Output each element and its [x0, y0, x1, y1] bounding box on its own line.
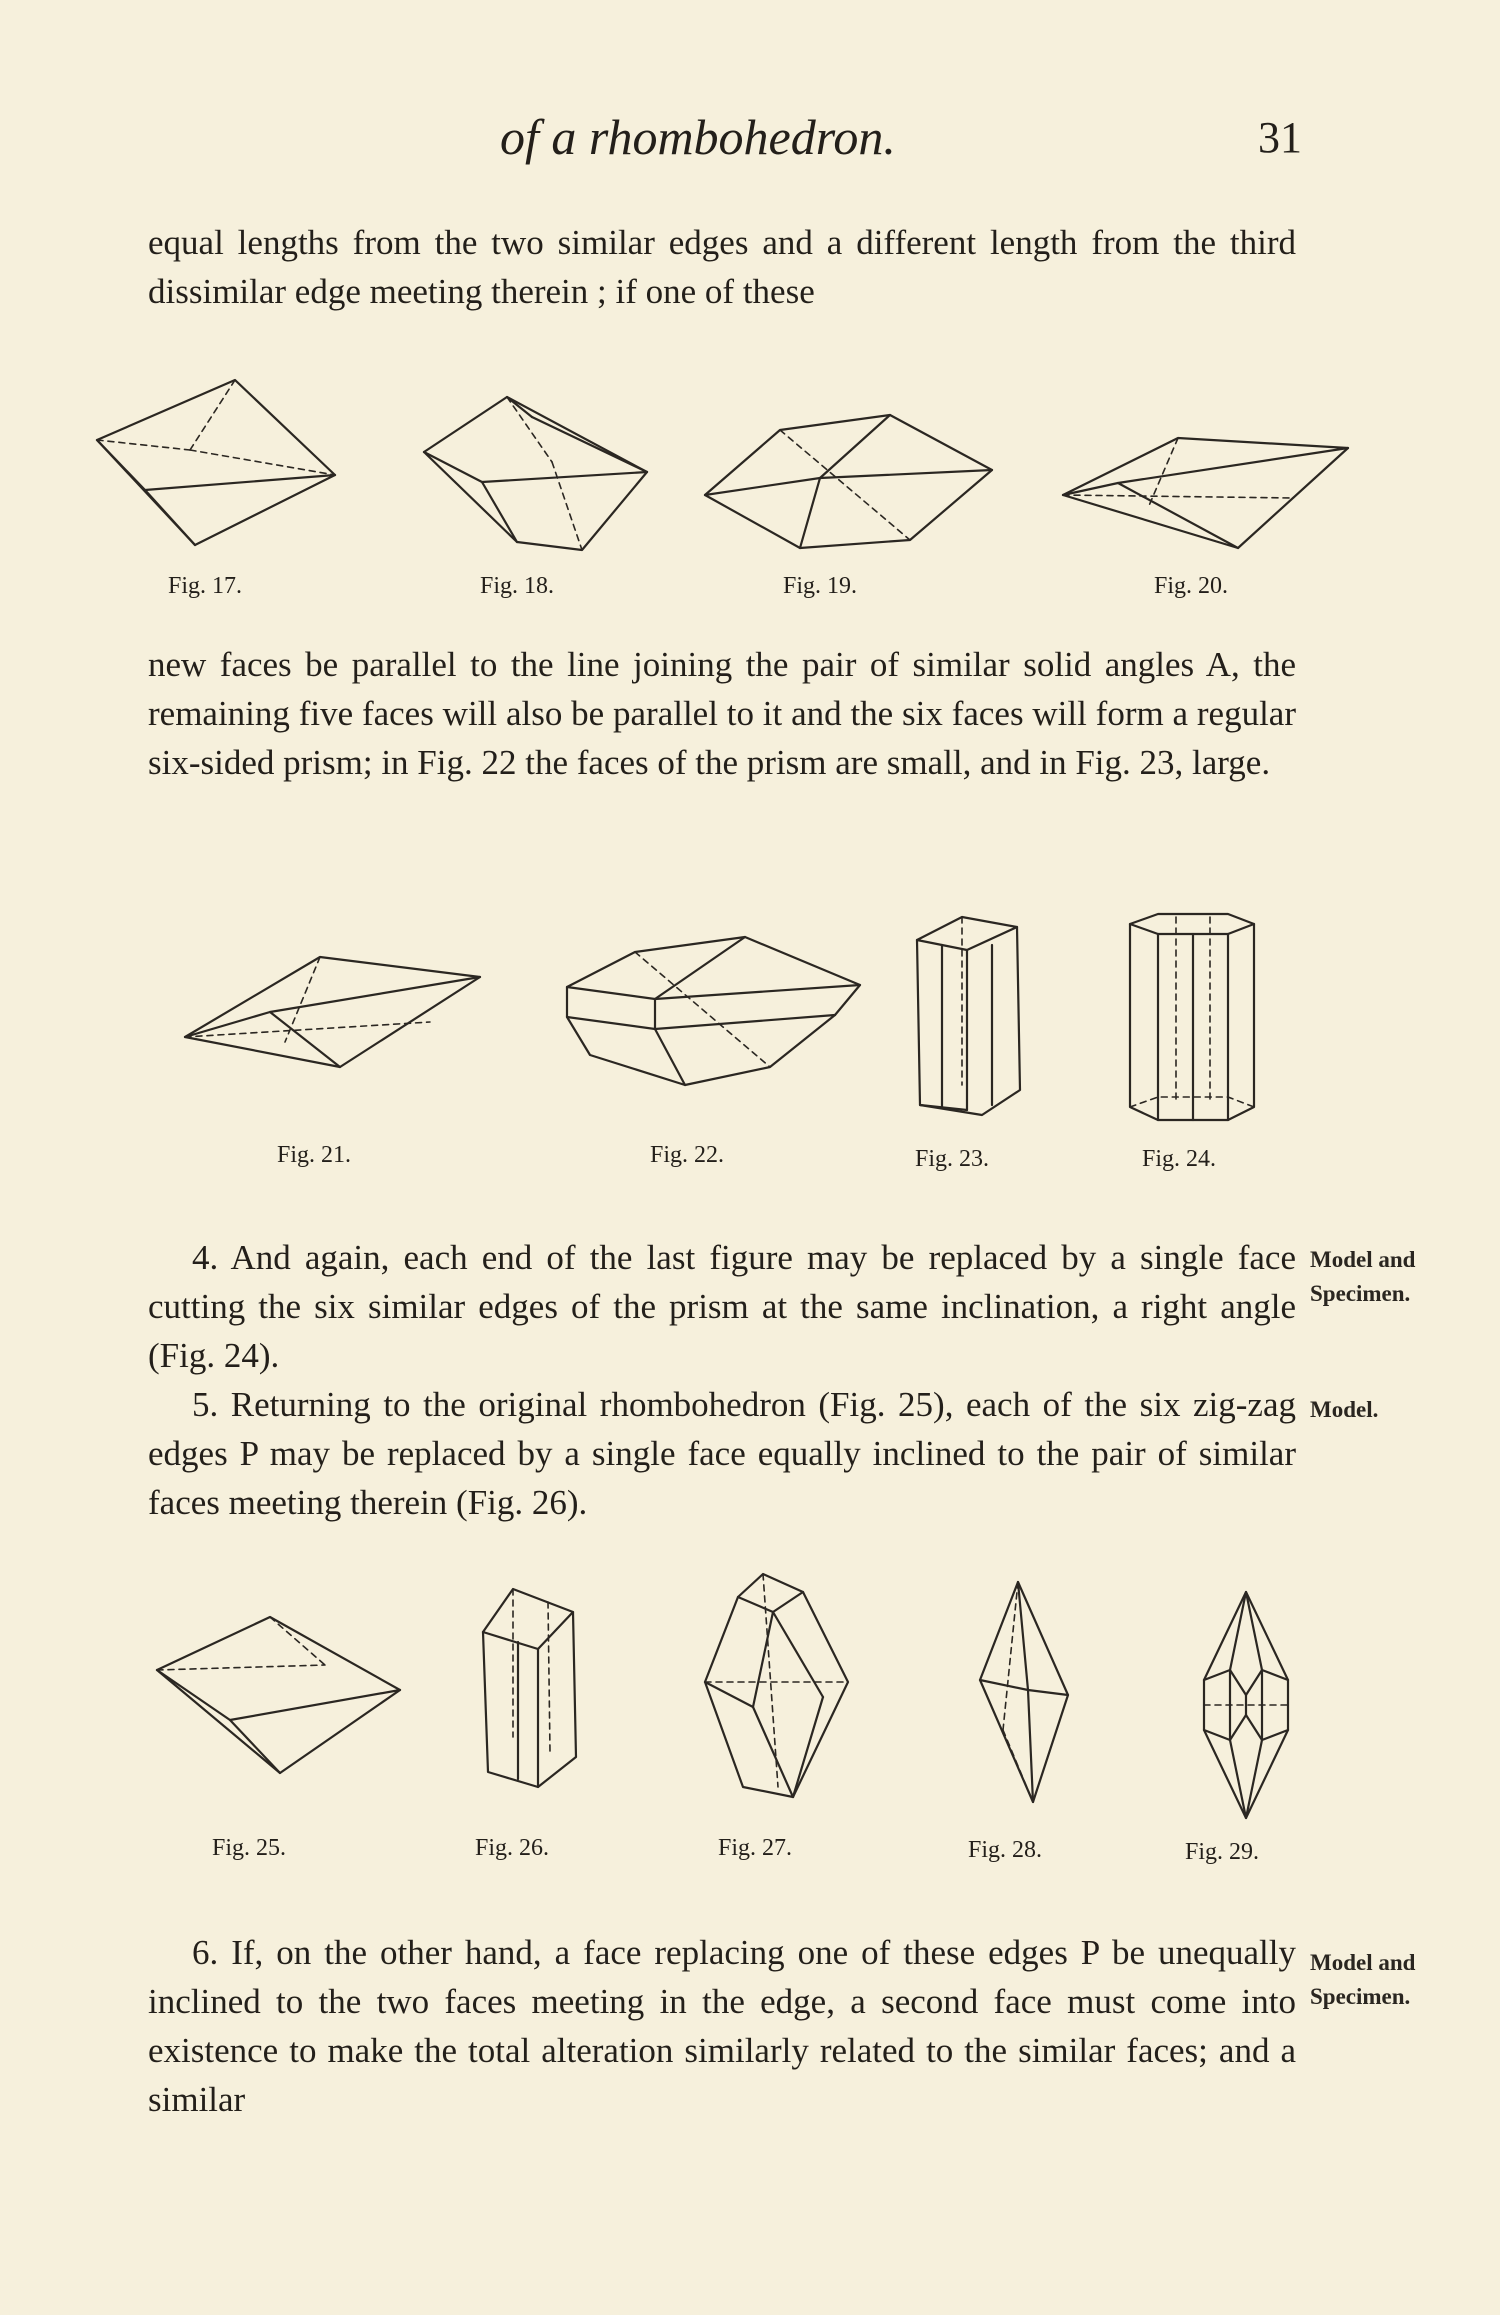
figure-22-drawing [565, 937, 865, 1087]
fig-18-label: Fig. 18. [480, 573, 555, 599]
figure-18-drawing [422, 392, 662, 552]
fig-17-label: Fig. 17. [168, 573, 243, 599]
figure-28-drawing [978, 1580, 1073, 1805]
figure-24-drawing [1128, 912, 1256, 1122]
fig-23-label: Fig. 23. [915, 1146, 990, 1172]
figure-17 [95, 380, 345, 560]
figure-27-drawing [703, 1572, 853, 1802]
margin-note-3-line2: Specimen. [1310, 1984, 1411, 2009]
fig-22-label: Fig. 22. [650, 1142, 725, 1168]
page-number: 31 [1258, 113, 1302, 162]
margin-note-1 [1310, 1243, 1415, 1311]
figure-20 [1058, 433, 1358, 553]
figure-17-drawing [95, 380, 345, 560]
figure-25-drawing [155, 1615, 405, 1775]
margin-note-3 [1310, 1946, 1415, 2014]
figure-19 [700, 410, 1000, 550]
margin-note-3-line1: Model and [1310, 1950, 1416, 1975]
paragraph-3: 4. And again, each end of the last figure may be replaced by a single face cutting the six similar edges of the prism at the same inclination, a right angle (Fig. 24). [148, 1238, 1296, 1375]
fig-26-label: Fig. 26. [475, 1835, 550, 1861]
margin-note-1-line2: Specimen. [1310, 1281, 1411, 1306]
fig-27-label: Fig. 27. [718, 1835, 793, 1861]
figure-21-drawing [180, 952, 485, 1072]
fig-21-label: Fig. 21. [277, 1142, 352, 1168]
margin-note-2: Model. [1310, 1397, 1379, 1422]
figure-20-drawing [1058, 433, 1358, 553]
margin-note-1-line1: Model and [1310, 1247, 1416, 1272]
fig-25-label: Fig. 25. [212, 1835, 287, 1861]
figure-26 [478, 1587, 578, 1792]
fig-19-label: Fig. 19. [783, 573, 858, 599]
fig-28-label: Fig. 28. [968, 1837, 1043, 1863]
fig-29-label: Fig. 29. [1185, 1839, 1260, 1865]
figure-26-drawing [478, 1587, 578, 1792]
figure-25 [155, 1615, 405, 1775]
figure-27 [703, 1572, 853, 1802]
figure-18 [422, 392, 662, 552]
running-title: of a rhombohedron. [500, 109, 896, 165]
figure-24 [1128, 912, 1256, 1122]
figure-29 [1200, 1590, 1292, 1820]
figure-23-drawing [912, 915, 1027, 1120]
paragraph-4: 5. Returning to the original rhombohedron (Fig. 25), each of the six zig-zag edges P may be replaced by a single face equally inclined to the pair of similar faces meeting therein (Fig. 26). [148, 1385, 1296, 1522]
paragraph-2: new faces be parallel to the line joining the pair of similar solid angles A, the remaining five faces will also be parallel to it and the six faces will form a regular six-sided prism; in Fig. 22 the faces of the prism are small, and in Fig. 23, large. [148, 645, 1296, 782]
figure-21 [180, 952, 485, 1072]
figure-23 [912, 915, 1027, 1120]
figure-28 [978, 1580, 1073, 1805]
fig-20-label: Fig. 20. [1154, 573, 1229, 599]
figure-29-drawing [1200, 1590, 1292, 1820]
figure-22 [565, 937, 865, 1087]
fig-24-label: Fig. 24. [1142, 1146, 1217, 1172]
figure-19-drawing [700, 410, 1000, 550]
paragraph-1: equal lengths from the two similar edges and a different length from the third dissimilar edge meeting therein ; if one of these [148, 223, 1296, 311]
paragraph-5: 6. If, on the other hand, a face replacing one of these edges P be unequally inclined to the two faces meeting in the edge, a second face must come into existence to make the total alteration similarly related to the similar faces; and a similar [148, 1933, 1296, 2119]
